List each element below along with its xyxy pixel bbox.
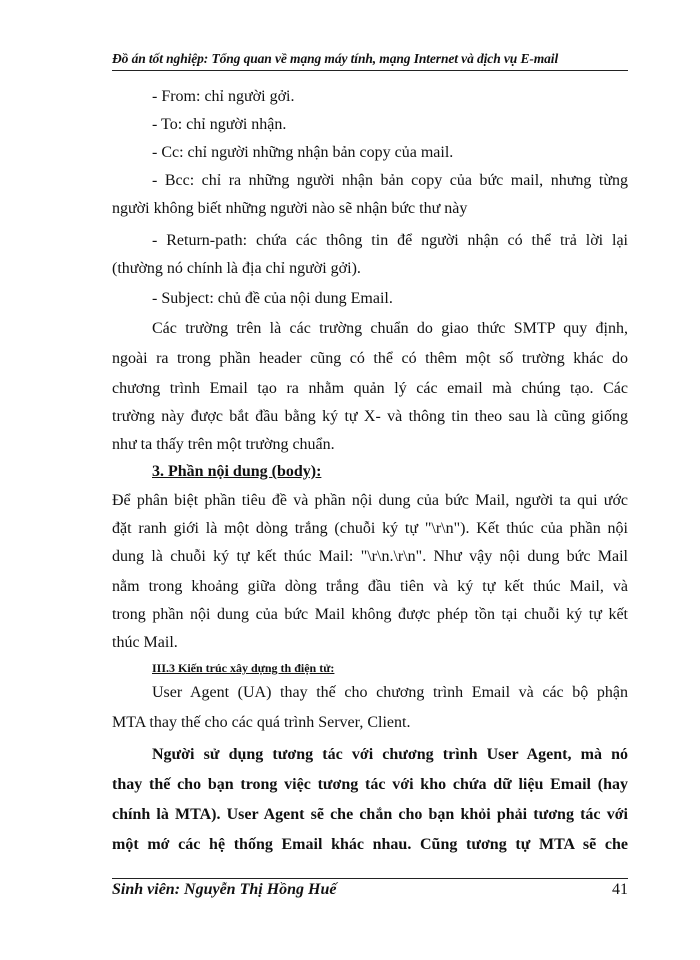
field-bcc-line1: - Bcc: chỉ ra những người nhận bản copy của bức mail, nhưng từng [152, 172, 628, 189]
section3-heading: 3. Phần nội dung (body): [152, 463, 322, 480]
section3-line3: dung là chuỗi ký tự kết thúc Mail: "\r\n.\r\n". Như vậy nội dung bức Mail [112, 548, 628, 565]
bold-para-line2: thay thế cho bạn trong việc tương tác với kho chứa dữ liệu Email (hay [112, 776, 628, 793]
page-number: 41 [612, 881, 628, 898]
section3-line6: thúc Mail. [112, 634, 178, 651]
paragraph1-line2: ngoài ra trong phần header cũng có thể có thêm một số trường khác do [112, 350, 628, 367]
paragraph1-line1: Các trường trên là các trường chuẩn do giao thức SMTP quy định, [152, 320, 628, 337]
page-header-title: Đồ án tốt nghiệp: Tổng quan về mạng máy tính, mạng Internet và dịch vụ E-mail [112, 51, 559, 66]
paragraph1-line3: chương trình Email tạo ra nhằm quản lý các email mà chúng tạo. Các [112, 380, 628, 397]
section3-line2: đặt ranh giới là một dòng trắng (chuỗi ký tự "\r\n"). Kết thúc của phần nội [112, 520, 628, 537]
footer-student-name: Sinh viên: Nguyễn Thị Hồng Huế [112, 881, 337, 898]
footer-divider [112, 878, 628, 879]
section3-line1: Để phân biệt phần tiêu đề và phần nội dung của bức Mail, người ta qui ước [112, 492, 628, 509]
field-cc: - Cc: chỉ người những nhận bản copy của mail. [152, 144, 454, 161]
paragraph1-line4: trường này được bắt đầu bằng ký tự X- và thông tin theo sau là cũng giống [112, 408, 628, 425]
field-from: - From: chỉ người gởi. [152, 88, 295, 105]
bold-para-line4: một mớ các hệ thống Email khác nhau. Cũng tương tự MTA sẽ che [112, 836, 628, 853]
section-iii3-heading: III.3 Kiến trúc xây dựng th điện tử: [152, 661, 335, 675]
field-to: - To: chỉ người nhận. [152, 116, 287, 133]
header-divider [112, 70, 628, 71]
section3-line4: nằm trong khoảng giữa dòng trắng đầu tiên và ký tự kết thúc Mail, và [112, 578, 628, 595]
field-return-path-line1: - Return-path: chứa các thông tin để người nhận có thể trả lời lại [152, 232, 628, 249]
field-subject: - Subject: chủ đề của nội dung Email. [152, 290, 393, 307]
bold-para-line3: chính là MTA). User Agent sẽ che chắn cho bạn khỏi phải tương tác với [112, 806, 628, 823]
section-iii3-para-line2: MTA thay thế cho các quá trình Server, Client. [112, 714, 411, 731]
field-return-path-line2: (thường nó chính là địa chỉ người gởi). [112, 260, 361, 277]
section-iii3-para-line1: User Agent (UA) thay thế cho chương trình Email và các bộ phận [152, 684, 628, 701]
section3-line5: trong phần nội dung của bức Mail không được phép tồn tại chuỗi ký tự kết [112, 606, 628, 623]
paragraph1-line5: như ta thấy trên một trường chuẩn. [112, 436, 335, 453]
bold-para-line1: Người sử dụng tương tác với chương trình User Agent, mà nó [152, 746, 628, 763]
field-bcc-line2: người không biết những người nào sẽ nhận bức thư này [112, 200, 468, 217]
